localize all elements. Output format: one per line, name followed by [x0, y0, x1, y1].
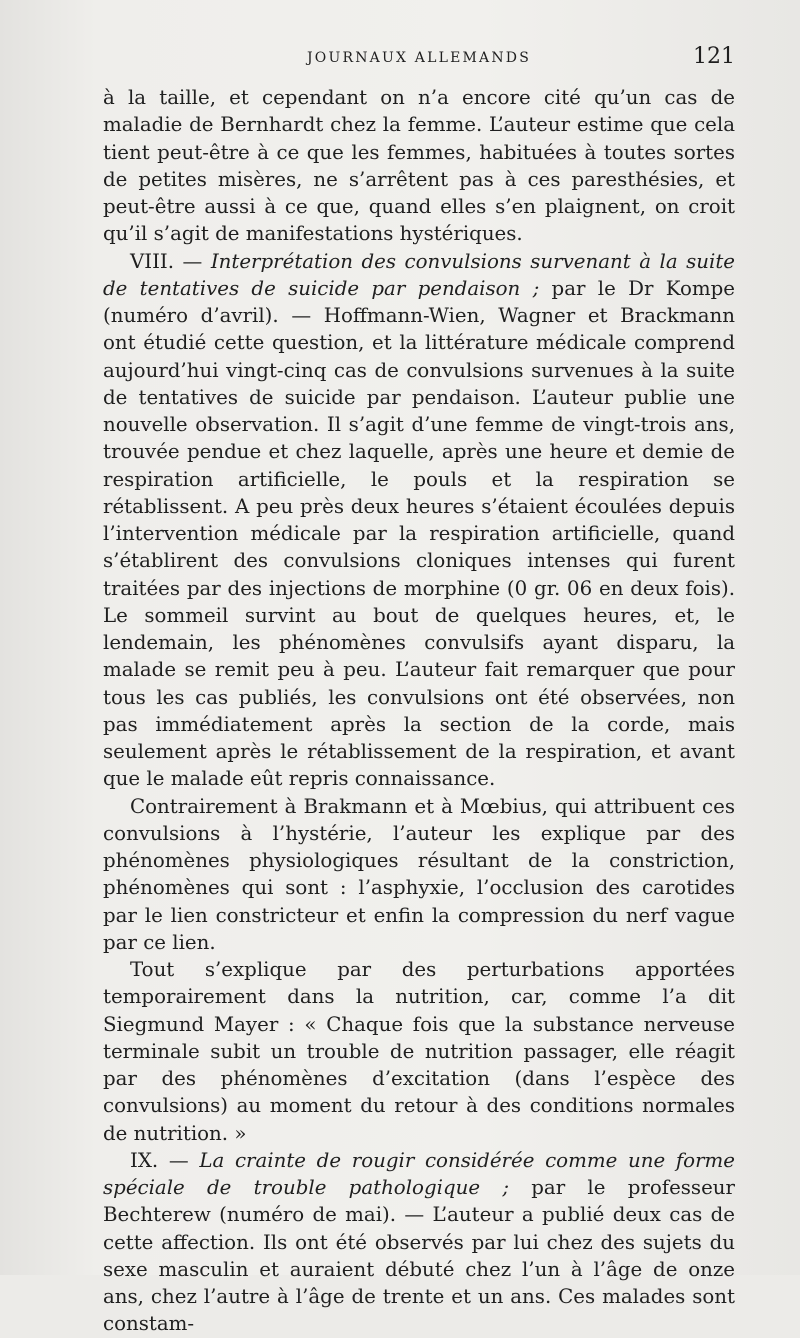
section-viii [103, 248, 735, 793]
section-number: IX. — [130, 1148, 189, 1172]
section-text: par le professeur Bechterew (numéro de mai). — L’auteur a publié deux cas de cette affection. Ils ont été observés par lui chez des sujets du sexe masculin et auraient débuté chez l’un à l’âge de onze ans, chez l’autre à l’âge de trente et un ans. Ces malades sont constam- [103, 1176, 735, 1336]
running-title: JOURNAUX ALLEMANDS [306, 50, 532, 66]
paragraph-contrairement: Contrairement à Brakmann et à Mœbius, qui attribuent ces convulsions à l’hystérie, l’auteur les explique par des phénomènes physiologiques résultant de la constriction, phénomènes qui sont : l’asphyxie, l’occlusion des carotides par le lien constricteur et enfin la compression du nerf vague par ce lien. [103, 794, 735, 954]
page-number: 121 [693, 44, 735, 69]
section-number: VIII. — [130, 249, 203, 273]
section-title: Interprétation des convulsions survenant à la suite de tentatives de suicide par pendaison ; [103, 249, 735, 300]
section-ix [103, 1147, 735, 1338]
paragraph-tout: Tout s’explique par des perturbations apportées temporairement dans la nutrition, car, comme l’a dit Siegmund Mayer : « Chaque fois que la substance nerveuse terminale subit un trouble de nutrition passager, elle réagit par des phénomènes d’excitation (dans l’espèce des convulsions) au moment du retour à des conditions normales de nutrition. » [103, 958, 735, 1145]
section-text: par le Dr Kompe (numéro d’avril). — Hoffmann-Wien, Wagner et Brackmann ont étudié cette question, et la littérature médicale comprend aujourd’hui vingt-cinq cas de convulsions survenues à la suite de tentatives de suicide par pendaison. L’auteur publie une nouvelle observation. Il s’agit d’une femme de vingt-trois ans, trouvée pendue et chez laquelle, après une heure et demie de respiration artificielle, le pouls et la respiration se rétablissent. A peu près deux heures s’étaient écoulées depuis l’intervention médicale par la respiration artificielle, quand s’établirent des convulsions cloniques intenses qui furent traitées par des injections de morphine (0 gr. 06 en deux fois). Le sommeil survint au bout de quelques heures, et, le lendemain, les phénomènes convulsifs ayant disparu, la malade se remit peu à peu. L’auteur fait remarquer que pour tous les cas publiés, les convulsions ont été observées, non pas immédiatement après la section de la corde, mais seulement après le rétablissement de la respiration, et avant que le malade eût repris connaissance. [103, 276, 735, 791]
section-title: La crainte de rougir considérée comme une forme spéciale de trouble pathologique ; [103, 1148, 735, 1199]
paragraph-continuation: à la taille, et cependant on n’a encore cité qu’un cas de maladie de Bernhardt chez la femme. L’auteur estime que cela tient peut-être à ce que les femmes, habituées à toutes sortes de petites misères, ne s’arrêtent pas à ces paresthésies, et peut-être aussi à ce que, quand elles s’en plaignent, on croit qu’il s’agit de manifestations hystériques. [103, 86, 735, 246]
page-header [103, 44, 735, 76]
text-body [103, 84, 735, 1338]
